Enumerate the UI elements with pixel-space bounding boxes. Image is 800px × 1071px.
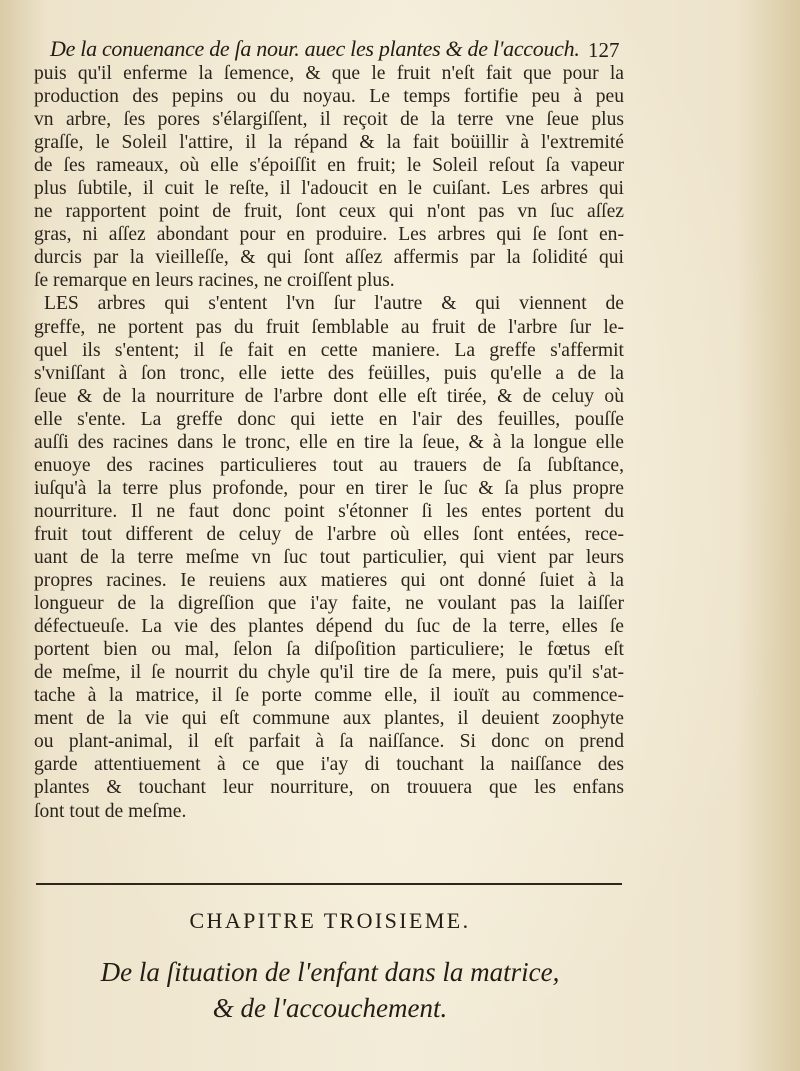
- text-line: de ſes rameaux, où elle s'époiſſit en fruit; le Soleil reſout ſa vapeur: [34, 155, 624, 177]
- text-line: iuſqu'à la terre plus profonde, pour en tirer le ſuc & ſa plus propre: [34, 477, 624, 499]
- chapter-title: CHAPITRE TROISIEME.: [189, 908, 471, 933]
- text-line: vn arbre, ſes pores s'élargiſſent, il reçoit de la terre vne ſeue plus: [34, 109, 624, 131]
- text-line: ment de la vie qui eſt commune aux plantes, il deuient zoophyte: [34, 708, 624, 730]
- text-line: ſe remarque en leurs racines, ne croiſſent plus.: [34, 270, 395, 292]
- text-line: elle s'ente. La greffe donc qui iette en l'air des feuilles, pouſſe: [34, 408, 624, 430]
- text-line: ne rapportent point de fruit, ſont ceux qui n'ont pas vn ſuc aſſez: [34, 201, 624, 223]
- text-line: durcis par la vieilleſſe, & qui ſont aſſez affermis par la ſolidité qui: [34, 247, 624, 269]
- text-line: portent bien ou mal, ſelon ſa diſpoſition particuliere; le fœtus eſt: [34, 639, 624, 661]
- text-line: ſont tout de meſme.: [34, 800, 187, 822]
- text-line: fruit tout different de celuy de l'arbre où elles ſont entées, rece-: [34, 523, 624, 545]
- chapter-subtitle: [70, 954, 590, 1026]
- text-line: LES arbres qui s'entent l'vn ſur l'autre & qui viennent de: [44, 293, 624, 315]
- text-line: enuoye des racines particulieres tout au trauers de ſa ſubſtance,: [34, 454, 624, 476]
- text-line: ou plant-animal, il eſt parfait à ſa naiſſance. Si donc on prend: [34, 731, 624, 753]
- text-line: de meſme, il ſe nourrit du chyle qu'il tire de ſa mere, puis qu'il s'at-: [34, 662, 624, 684]
- text-line: propres racines. Ie reuiens aux matieres qui ont donné ſuiet à la: [34, 570, 624, 592]
- chapter-subtitle-line: De la ſituation de l'enfant dans la matrice,: [100, 957, 560, 987]
- chapter-subtitle-line: & de l'accouchement.: [212, 993, 448, 1023]
- text-line: uant de la terre meſme vn ſuc tout particulier, qui vient par leurs: [34, 546, 624, 568]
- text-line: s'vniſſant à ſon tronc, elle iette des feüilles, puis qu'elle a de la: [34, 362, 624, 384]
- text-line: quel ils s'entent; il ſe fait en cette maniere. La greffe s'affermit: [34, 339, 624, 361]
- text-line: production des pepins ou du noyau. Le temps fortifie peu à peu: [34, 86, 624, 108]
- text-line: nourriture. Il ne faut donc point s'étonner ſi les entes portent du: [34, 500, 624, 522]
- text-line: longueur de la digreſſion que i'ay faite, ne voulant pas la laiſſer: [34, 593, 624, 615]
- running-head: De la conuenance de ſa nour. auec les plantes & de l'accouch.: [50, 36, 580, 61]
- text-line: gras, ni aſſez abondant pour en produire. Les arbres qui ſe ſont en-: [34, 224, 624, 246]
- text-line: tache à la matrice, il ſe porte comme elle, il iouït au commence-: [34, 685, 624, 707]
- page-number: 127: [588, 38, 620, 62]
- text-line: graſſe, le Soleil l'attire, il la répand & la fait boüillir à l'extremité: [34, 132, 624, 154]
- text-line: auſſi des racines dans le tronc, elle en tire la ſeue, & à la longue elle: [34, 431, 624, 453]
- text-line: défectueuſe. La vie des plantes dépend du ſuc de la terre, elles ſe: [34, 616, 624, 638]
- text-line: puis qu'il enferme la ſemence, & que le fruit n'eſt fait que pour la: [34, 63, 624, 84]
- text-line: plantes & touchant leur nourriture, on trouuera que les enfans: [34, 777, 624, 799]
- text-line: plus ſubtile, il cuit le reſte, il l'adoucit en le cuiſant. Les arbres qui: [34, 178, 624, 200]
- text-line: ſeue & de la nourriture de l'arbre dont elle eſt tirée, & de celuy où: [34, 385, 624, 407]
- text-line: garde attentiuement à ce que i'ay di touchant la naiſſance des: [34, 754, 624, 776]
- text-line: greffe, ne portent pas du fruit ſemblable au fruit de l'arbre ſur le-: [34, 316, 624, 338]
- body-text: [34, 62, 624, 823]
- section-divider: [36, 883, 622, 885]
